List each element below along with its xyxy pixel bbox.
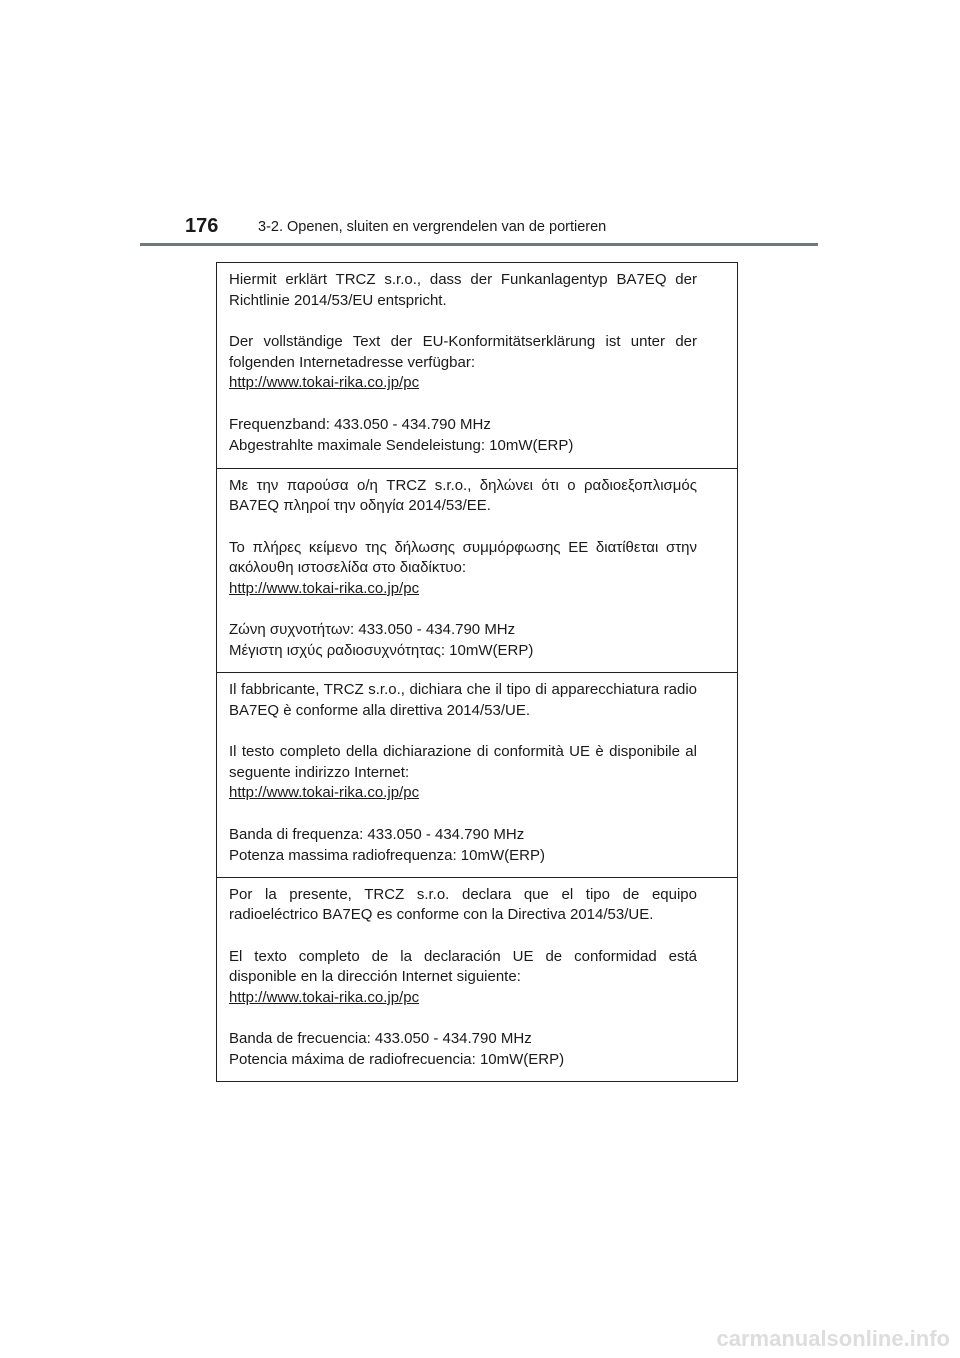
declaration-statement: Με την παρούσα ο/η TRCZ s.r.o., δηλώνει ότι ο ραδιοεξοπλισμός BA7EQ πληροί την οδηγία 2014/53/ΕΕ. [229,476,697,515]
declaration-es [217,877,737,1082]
header-rule [140,243,818,246]
max-power: Potencia máxima de radiofrecuencia: 10mW(ERP) [229,1051,565,1069]
declaration-statement: Por la presente, TRCZ s.r.o. declara que el tipo de equipo radioeléctrico BA7EQ es conforme con la Directiva 2014/53/UE. [229,885,697,924]
full-text-note: Il testo completo della dichiarazione di conformità UE è disponibile al seguente indirizzo Internet: [229,743,697,781]
full-text-note: El texto completo de la declaración UE de conformidad está disponible en la dirección Internet siguiente: [229,947,697,986]
page-number: 176 [185,215,219,237]
frequency-band: Banda di frequenza: 433.050 - 434.790 MHz [229,825,525,843]
frequency-band: Banda de frecuencia: 433.050 - 434.790 MHz [229,1030,532,1048]
url-link[interactable]: http://www.tokai-rika.co.jp/pc [229,988,420,1006]
frequency-band: Frequenzband: 433.050 - 434.790 MHz [229,415,491,433]
full-text-note: Το πλήρες κείμενο της δήλωσης συμμόρφωσης ΕΕ διατίθεται στην ακόλουθη ιστοσελίδα στο διαδίκτυο: [229,538,697,577]
full-text-note: Der vollständige Text der EU-Konformitätserklärung ist unter der folgenden Internetadresse verfügbar: [229,333,697,371]
declaration-it [217,672,737,877]
declaration-statement: Il fabbricante, TRCZ s.r.o., dichiara che il tipo di apparecchiatura radio BA7EQ è conforme alla direttiva 2014/53/UE. [229,681,697,719]
declaration-box [216,262,738,1082]
url-link[interactable]: http://www.tokai-rika.co.jp/pc [229,374,420,392]
max-power: Μέγιστη ισχύς ραδιοσυχνότητας: 10mW(ERP) [229,642,534,660]
max-power: Abgestrahlte maximale Sendeleistung: 10mW(ERP) [229,436,574,454]
watermark: carmanualsonline.info [716,1326,950,1351]
url-link[interactable]: http://www.tokai-rika.co.jp/pc [229,579,420,597]
declaration-el [217,468,737,673]
declaration-de [217,263,737,468]
section-title: 3-2. Openen, sluiten en vergrendelen van de portieren [258,219,607,235]
url-link[interactable]: http://www.tokai-rika.co.jp/pc [229,784,420,802]
declaration-statement: Hiermit erklärt TRCZ s.r.o., dass der Funkanlagentyp BA7EQ der Richtlinie 2014/53/EU entspricht. [229,271,697,309]
frequency-band: Ζώνη συχνοτήτων: 433.050 - 434.790 MHz [229,621,516,639]
max-power: Potenza massima radiofrequenza: 10mW(ERP) [229,846,545,864]
